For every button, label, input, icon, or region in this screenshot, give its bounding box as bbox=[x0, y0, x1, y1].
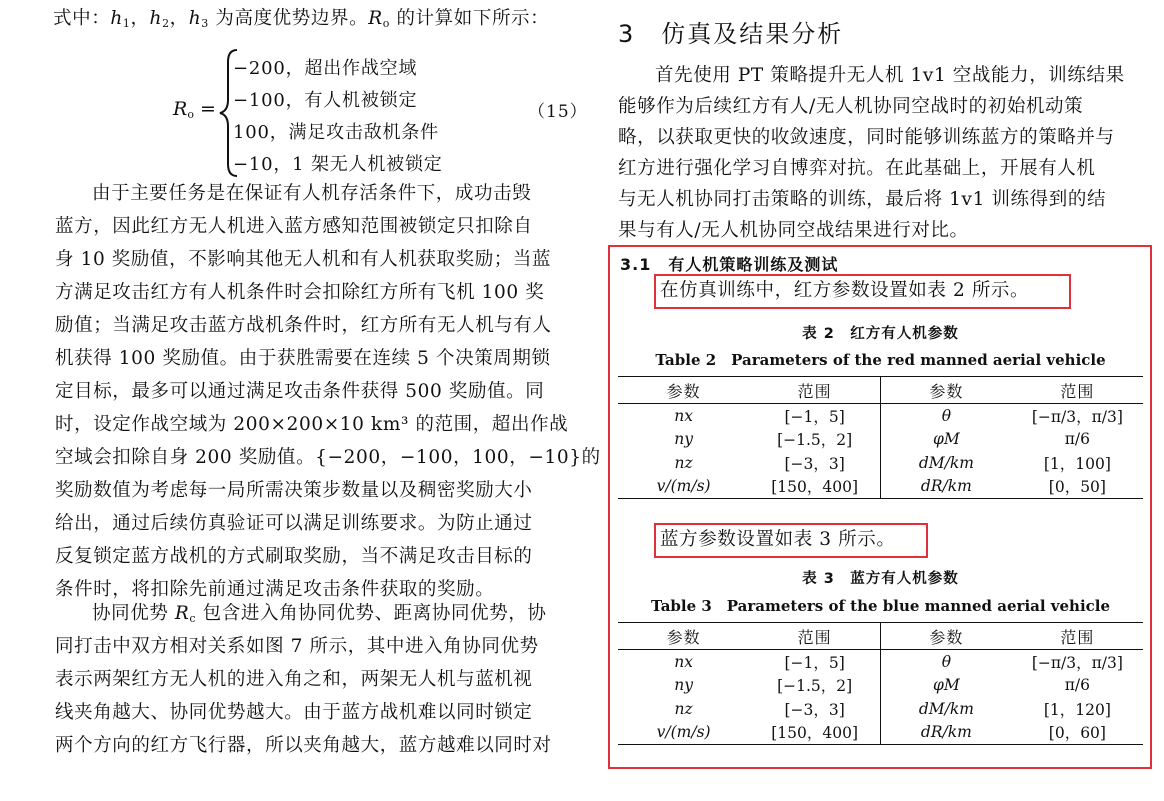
table-cell: φM bbox=[933, 676, 960, 695]
sub: o bbox=[187, 108, 194, 121]
text: ， bbox=[130, 8, 150, 29]
table-cell: [0，50] bbox=[1012, 475, 1143, 499]
paragraph-line: 能够作为后续红方有人/无人机协同空战时的初始机动策 bbox=[618, 96, 1084, 117]
paragraph-line: 定目标，最多可以通过满足攻击条件获得 500 奖励值。同 bbox=[55, 381, 545, 402]
equals-sign: = bbox=[199, 98, 216, 120]
header-cell: 参数 bbox=[881, 377, 1012, 404]
red-param-intro: 在仿真训练中，红方参数设置如表 2 所示。 bbox=[660, 280, 1030, 301]
table-row bbox=[618, 697, 1143, 721]
equation-lhs bbox=[173, 98, 216, 121]
table-cell: [−1，5] bbox=[749, 404, 880, 428]
var-h: h bbox=[110, 8, 123, 29]
var-r: R bbox=[174, 603, 190, 624]
var-r: R bbox=[368, 8, 383, 29]
text: 为高度优势边界。 bbox=[208, 8, 369, 29]
paragraph-line: 果与有人/无人机协同空战结果进行对比。 bbox=[618, 220, 969, 241]
table-cell: nz bbox=[674, 453, 693, 472]
table-row bbox=[618, 404, 1143, 428]
paragraph-line: 略，以获取更快的收敛速度，同时能够训练蓝方的策略并与 bbox=[618, 127, 1115, 148]
table-cell: θ bbox=[941, 652, 952, 671]
equation-number: （15） bbox=[528, 102, 588, 122]
paragraph-line bbox=[55, 599, 546, 629]
equation-case: −200，超出作战空域 bbox=[233, 58, 418, 79]
table-cell: nz bbox=[674, 699, 693, 718]
table-cell: ny bbox=[674, 676, 693, 695]
table-row bbox=[618, 428, 1143, 452]
text: 的计算如下所示： bbox=[389, 8, 550, 29]
var-h: h bbox=[149, 8, 163, 29]
text: 式中： bbox=[53, 8, 111, 29]
header-cell: 范围 bbox=[1012, 623, 1143, 650]
table-cell: [0，60] bbox=[1012, 721, 1143, 745]
paragraph-line: 首先使用 PT 策略提升无人机 1v1 空战能力，训练结果 bbox=[655, 65, 1125, 86]
text: ， bbox=[169, 8, 189, 29]
paragraph-line: 表示两架红方无人机的进入角之和，两架无人机与蓝机视 bbox=[55, 669, 533, 690]
header-cell: 参数 bbox=[618, 623, 749, 650]
paragraph-line: 反复锁定蓝方战机的方式刷取奖励，当不满足攻击目标的 bbox=[55, 546, 533, 567]
table3-caption-cn: 表 3 蓝方有人机参数 bbox=[802, 571, 959, 587]
table-cell: v/(m/s) bbox=[618, 475, 749, 499]
equation-case: 100，满足攻击敌机条件 bbox=[233, 122, 439, 143]
table-row bbox=[618, 674, 1143, 698]
table2-caption-en: Table 2 Parameters of the red manned aerial vehicle bbox=[655, 351, 1106, 369]
paragraph-line: 红方进行强化学习自博弈对抗。在此基础上，开展有人机 bbox=[618, 158, 1096, 179]
equation-case: −10，1 架无人机被锁定 bbox=[233, 154, 443, 175]
table-cell: dR/km bbox=[881, 475, 1012, 499]
table-cell: v/(m/s) bbox=[618, 721, 749, 745]
table-cell: [−1.5，2] bbox=[749, 428, 880, 452]
paragraph-line: 励值；当满足攻击蓝方战机条件时，红方所有无人机与有人 bbox=[55, 315, 552, 336]
table-cell: dM/km bbox=[918, 699, 974, 718]
table3-caption-en: Table 3 Parameters of the blue manned aerial vehicle bbox=[650, 597, 1111, 615]
table-cell: dR/km bbox=[881, 721, 1012, 745]
table-cell: [−1，5] bbox=[749, 650, 880, 674]
blue-param-intro: 蓝方参数设置如表 3 所示。 bbox=[660, 529, 896, 550]
table-cell: nx bbox=[674, 652, 693, 671]
sub: 3 bbox=[201, 17, 209, 30]
sub: 2 bbox=[162, 17, 170, 30]
paragraph-line: 线夹角越大、协同优势越大。由于蓝方战机难以同时锁定 bbox=[55, 702, 533, 723]
table-cell: θ bbox=[941, 406, 952, 425]
paragraph-line: 时，设定作战空域为 200×200×10 km³ 的范围，超出作战 bbox=[55, 414, 569, 435]
equation-case: −100，有人机被锁定 bbox=[233, 90, 418, 111]
header-cell: 范围 bbox=[749, 377, 880, 404]
table-cell: [−π/3，π/3] bbox=[1031, 407, 1123, 426]
table-cell: dM/km bbox=[918, 453, 974, 472]
paragraph-line: 蓝方，因此红方无人机进入蓝方感知范围被锁定只扣除自 bbox=[55, 216, 533, 237]
table-cell: [1，100] bbox=[1043, 454, 1111, 473]
table-row bbox=[618, 650, 1143, 674]
table-header-row bbox=[618, 623, 1143, 650]
paragraph-line: 给出，通过后续仿真验证可以满足训练要求。为防止通过 bbox=[55, 513, 533, 534]
table-cell: φM bbox=[933, 430, 960, 449]
subsection-title: 3.1 有人机策略训练及测试 bbox=[620, 255, 839, 274]
paragraph-line: 条件时，将扣除先前通过满足攻击条件获取的奖励。 bbox=[55, 579, 495, 600]
var-r: R bbox=[173, 98, 188, 120]
table-cell: ny bbox=[674, 430, 693, 449]
table-header-row bbox=[618, 377, 1143, 404]
header-cell: 范围 bbox=[749, 623, 880, 650]
header-cell: 范围 bbox=[1012, 377, 1143, 404]
text: 协同优势 bbox=[92, 603, 175, 624]
table2 bbox=[618, 376, 1143, 499]
header-cell: 参数 bbox=[618, 377, 749, 404]
table-cell: [−3，3] bbox=[749, 697, 880, 721]
header-cell: 参数 bbox=[881, 623, 1012, 650]
paragraph-line: 两个方向的红方飞行器，所以夹角越大，蓝方越难以同时对 bbox=[55, 735, 552, 756]
sub: c bbox=[189, 612, 197, 625]
paragraph-line: 身 10 奖励值，不影响其他无人机和有人机获取奖励；当蓝 bbox=[55, 249, 552, 270]
table-cell: [−3，3] bbox=[749, 451, 880, 475]
intro-line bbox=[53, 4, 549, 34]
table3 bbox=[618, 622, 1143, 745]
paragraph-line: 奖励数值为考虑每一局所需决策步数量以及稠密奖励大小 bbox=[55, 480, 533, 501]
table-cell: π/6 bbox=[1064, 430, 1091, 449]
paragraph-line: 由于主要任务是在保证有人机存活条件下，成功击毁 bbox=[92, 183, 532, 204]
table-row bbox=[618, 475, 1143, 499]
text: 包含进入角协同优势、距离协同优势，协 bbox=[196, 603, 547, 624]
sub: o bbox=[382, 17, 390, 30]
table-row bbox=[618, 451, 1143, 475]
paragraph-line: 方满足攻击红方有人机条件时会扣除红方所有飞机 100 奖 bbox=[55, 282, 545, 303]
table-cell: [−π/3，π/3] bbox=[1031, 653, 1123, 672]
paragraph-line: 同打击中双方相对关系如图 7 所示，其中进入角协同优势 bbox=[55, 636, 539, 657]
paragraph-line: 机获得 100 奖励值。由于获胜需要在连续 5 个决策周期锁 bbox=[55, 348, 551, 369]
table-cell: [−1.5，2] bbox=[749, 674, 880, 698]
table-cell: [150，400] bbox=[749, 721, 880, 745]
paragraph-line: 空域会扣除自身 200 奖励值。{−200，−100，100，−10}的 bbox=[55, 447, 601, 468]
var-h: h bbox=[188, 8, 202, 29]
table-row bbox=[618, 721, 1143, 745]
table-cell: nx bbox=[674, 406, 693, 425]
paragraph-line: 与无人机协同打击策略的训练，最后将 1v1 训练得到的结 bbox=[618, 189, 1107, 210]
table-cell: [1，120] bbox=[1043, 700, 1111, 719]
table-cell: π/6 bbox=[1064, 676, 1091, 695]
table-cell: [150，400] bbox=[749, 475, 880, 499]
section-title: 3 仿真及结果分析 bbox=[618, 20, 844, 48]
table2-caption-cn: 表 2 红方有人机参数 bbox=[802, 326, 959, 342]
sub: 1 bbox=[122, 17, 131, 30]
